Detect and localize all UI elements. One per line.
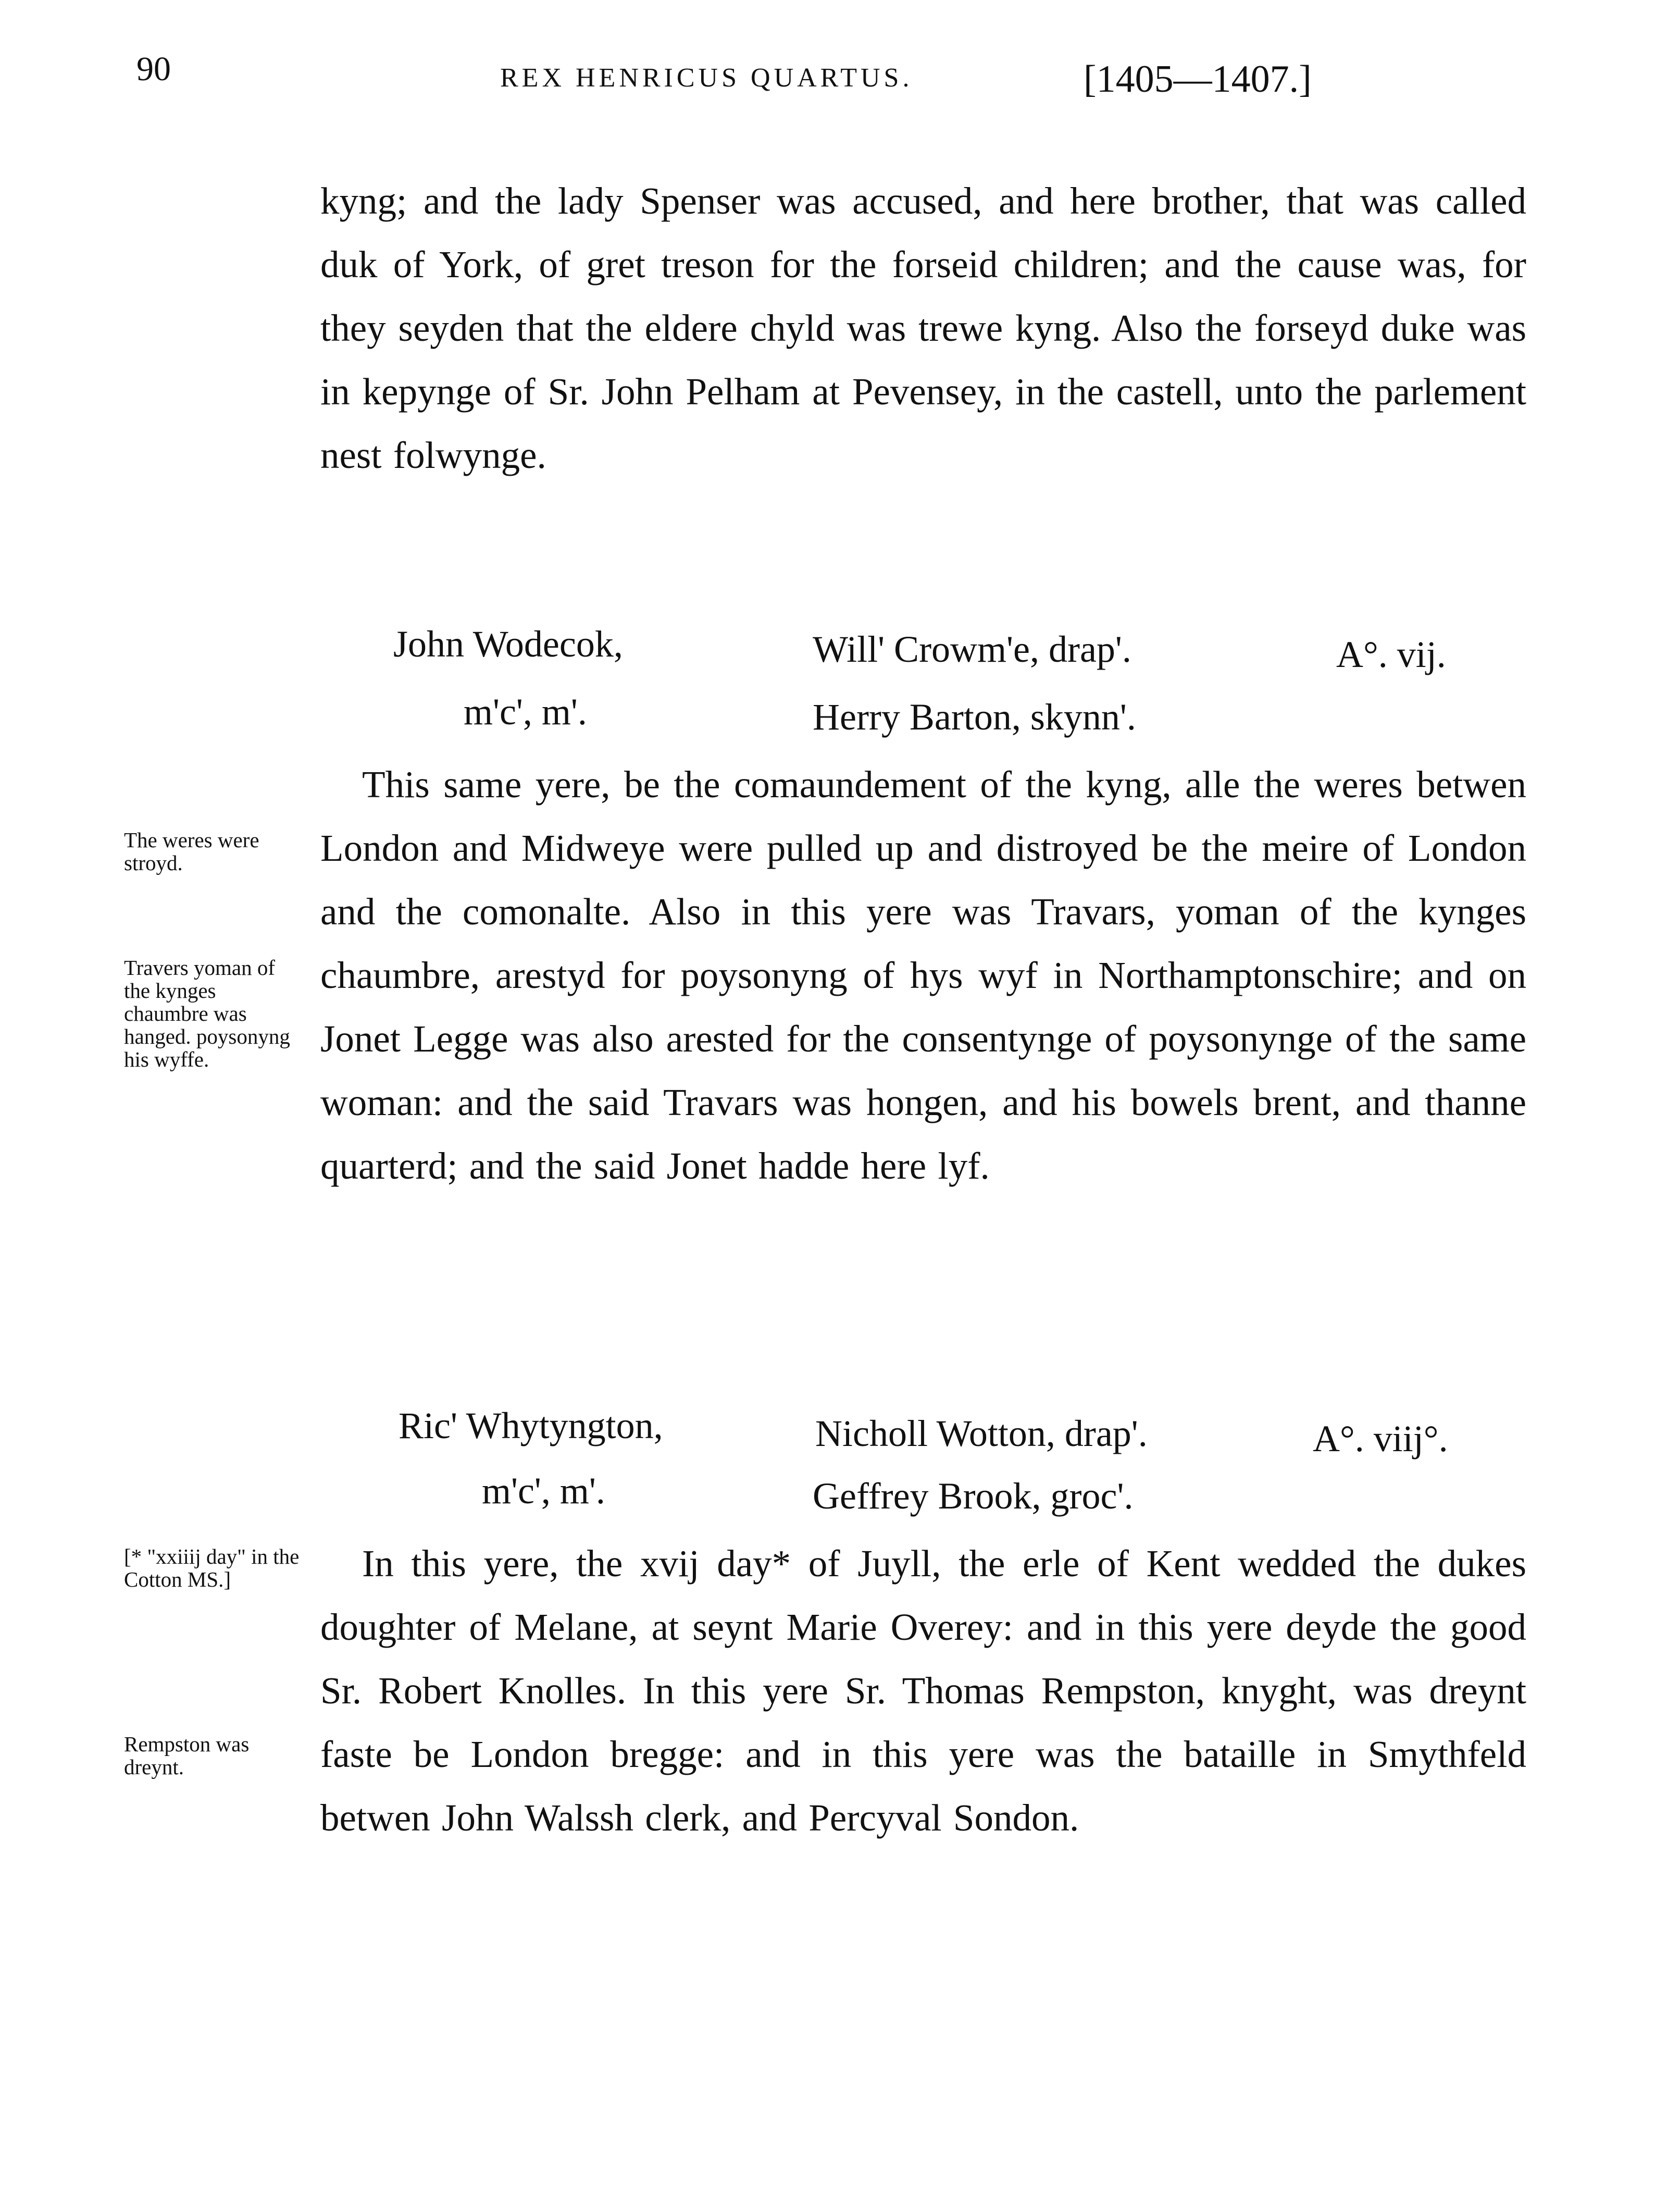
regnal-year-2: A°. viij°. (1313, 1418, 1448, 1460)
paragraph-3 (320, 1532, 1526, 1850)
mayor-title-2: m'c', m'. (482, 1470, 605, 1512)
mayor-title-1: m'c', m'. (464, 691, 587, 733)
paragraph-3-text: In this yere, the xvij day* of Juyll, the erle of Kent wedded the dukes doughter of Melane, at seynt Marie Overey: and in this yere deyde the good Sr. Robert Knolles. In this yere Sr. Thomas Rempston, knyght, was dreynt faste be London bregge: and in this yere was the bataille in Smythfeld betwen John Walssh clerk, and Percyval Sondon. (320, 1542, 1526, 1839)
running-title: REX HENRICUS QUARTUS. (500, 63, 913, 93)
mayor-name-1: John Wodecok, (393, 623, 623, 665)
paragraph-continuation (320, 169, 1526, 487)
regnal-year-1: A°. vij. (1336, 634, 1446, 675)
paragraph-2-text: This same yere, be the comaundement of the kyng, alle the weres betwen London and Midweye were pulled up and distroyed be the meire of London and the comonalte. Also in this yere was Travars, yoman of the kynges chaumbre, arestyd for poysonyng of hys wyf in Northamptonschire; and on Jonet Legge was also arested for the consentynge of poysonynge of the same woman: and the said Travars was hongen, and his bowels brent, and thanne quarterd; and the said Jonet hadde here lyf. (320, 763, 1526, 1187)
margin-note-cotton: [* "xxiiij day" in the Cotton MS.] (124, 1544, 300, 1591)
sheriff-2b: Geffrey Brook, groc'. (813, 1475, 1134, 1517)
margin-note-rempston: Rempston was dreynt. (124, 1732, 250, 1779)
margin-note-travers: Travers yoman of the kynges chaumbre was hanged. poysonyng his wyffe. (124, 956, 290, 1071)
margin-note-weres: The weres were stroyd. (124, 828, 259, 875)
paragraph-1-text: kyng; and the lady Spenser was accused, and here brother, that was called duk of York, of gret treson for the forseid children; and the cause was, for they seyden that the eldere chyld was trewe kyng. Also the forseyd duke was in kepynge of Sr. John Pelham at Pevensey, in the castell, unto the parlement nest folwynge. (320, 180, 1526, 476)
sheriff-1a: Will' Crowm'e, drap'. (813, 628, 1131, 670)
sheriff-1b: Herry Barton, skynn'. (813, 696, 1136, 738)
page-number: 90 (136, 50, 171, 88)
mayor-name-2: Ric' Whytyngton, (399, 1405, 663, 1446)
year-range: [1405—1407.] (1084, 58, 1312, 101)
sheriff-2a: Nicholl Wotton, drap'. (815, 1413, 1148, 1454)
paragraph-2 (320, 753, 1526, 1198)
